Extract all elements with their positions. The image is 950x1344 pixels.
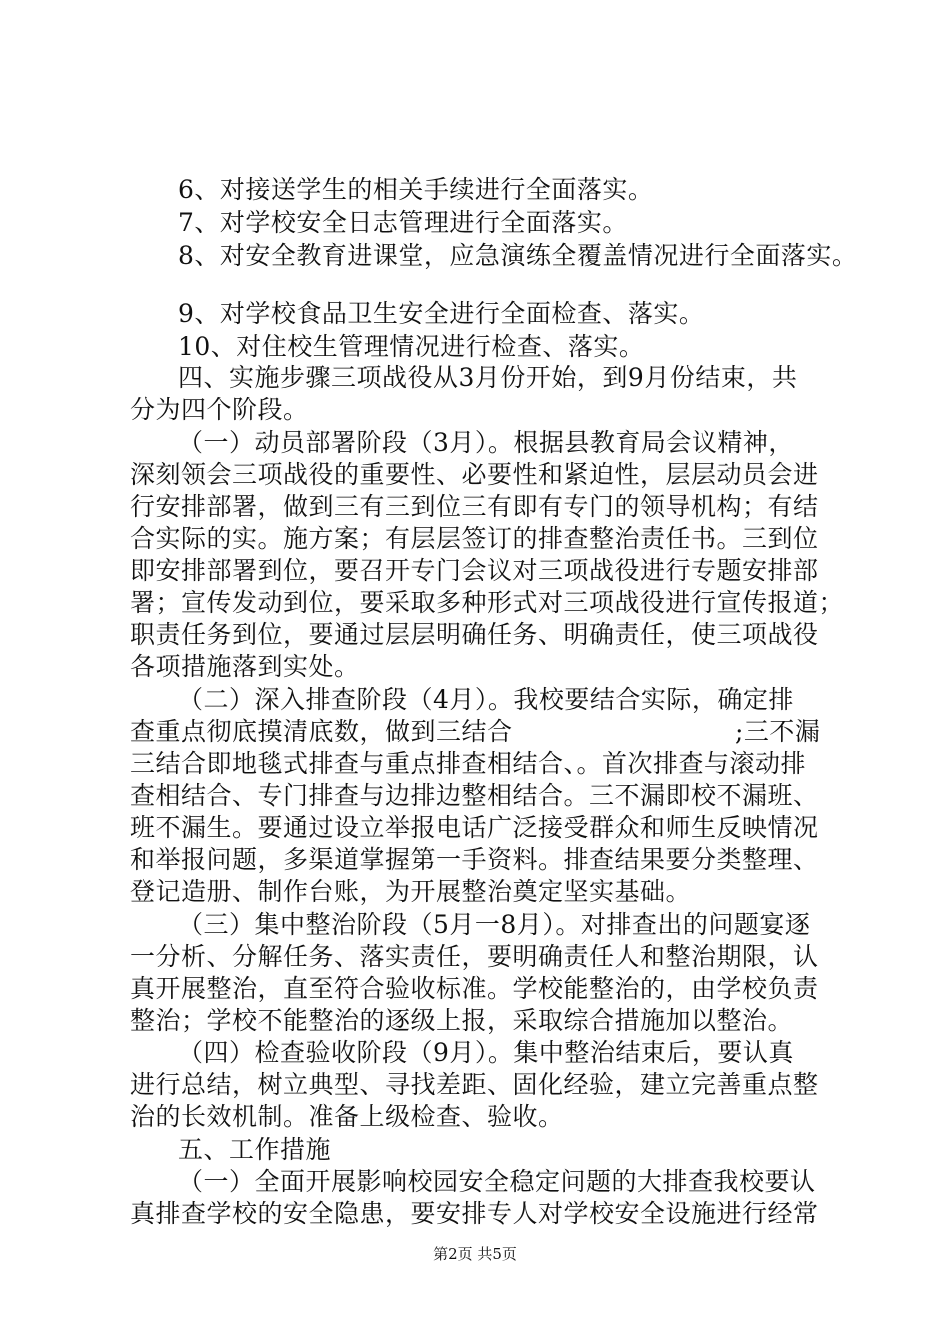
- section-heading: 五、工作措施: [178, 1135, 332, 1164]
- paragraph-line: 行安排部署，做到三有三到位三有即有专门的领导机构；有结: [130, 492, 819, 521]
- paragraph-line: 查重点彻底摸清底数，做到三结合: [130, 717, 513, 746]
- list-item: 6、对接送学生的相关手续进行全面落实。: [178, 175, 654, 204]
- paragraph-line: 分为四个阶段。: [130, 395, 309, 424]
- paragraph-line: 治的长效机制。准备上级检查、验收。: [130, 1102, 564, 1131]
- section-heading: 四、实施步骤三项战役从3月份开始，到9月份结束，共: [178, 363, 798, 392]
- list-item: 7、对学校安全日志管理进行全面落实。: [178, 208, 628, 237]
- paragraph-line: （四）检查验收阶段（9月）。集中整治结束后，要认真: [178, 1038, 794, 1067]
- paragraph-line: （三）集中整治阶段（5月一8月）。对排查出的问题宴逐: [178, 910, 811, 939]
- paragraph-line-fragment: ;三不漏: [735, 717, 821, 746]
- paragraph-line: 深刻领会三项战役的重要性、必要性和紧迫性，层层动员会进: [130, 460, 819, 489]
- page-number-footer: 第2页 共5页: [433, 1245, 517, 1263]
- paragraph-line: （一）全面开展影响校园安全稳定问题的大排查我校要认: [178, 1167, 816, 1196]
- paragraph-line: （二）深入排查阶段（4月）。我校要结合实际，确定排: [178, 685, 794, 714]
- paragraph-line: 真开展整治，直至符合验收标准。学校能整治的，由学校负责: [130, 974, 819, 1003]
- paragraph-line: 各项措施落到实处。: [130, 652, 360, 681]
- paragraph-line: 合实际的实。施方案；有层层签订的排查整治责任书。三到位: [130, 524, 819, 553]
- paragraph-line: 整治；学校不能整治的逐级上报，采取综合措施加以整治。: [130, 1006, 794, 1035]
- paragraph-line: 三结合即地毯式排查与重点排查相结合、。首次排查与滚动排: [130, 749, 807, 778]
- paragraph-line: 班不漏生。要通过设立举报电话广泛接受群众和师生反映情况: [130, 813, 819, 842]
- paragraph-line: 署；宣传发动到位，要采取多种形式对三项战役进行宣传报道；: [130, 588, 845, 617]
- paragraph-line: 即安排部署到位，要召开专门会议对三项战役进行专题安排部: [130, 556, 819, 585]
- paragraph-line: 登记造册、制作台账，为开展整治奠定坚实基础。: [130, 877, 692, 906]
- paragraph-line: 进行总结，树立典型、寻找差距、固化经验，建立完善重点整: [130, 1070, 819, 1099]
- paragraph-line: 一分析、分解任务、落实责任，要明确责任人和整治期限，认: [130, 942, 819, 971]
- list-item: 8、对安全教育进课堂，应急演练全覆盖情况进行全面落实。: [178, 241, 858, 270]
- list-item: 9、对学校食品卫生安全进行全面检查、落实。: [178, 299, 705, 328]
- paragraph-line: 和举报问题，多渠道掌握第一手资料。排查结果要分类整理、: [130, 845, 819, 874]
- paragraph-line: （一）动员部署阶段（3月）。根据县教育局会议精神，: [178, 428, 794, 457]
- paragraph-line: 查相结合、专门排查与边排边整相结合。三不漏即校不漏班、: [130, 781, 819, 810]
- list-item: 10、对住校生管理情况进行检查、落实。: [178, 332, 645, 361]
- paragraph-line: 职责任务到位，要通过层层明确任务、明确责任，使三项战役: [130, 620, 819, 649]
- paragraph-line: 真排查学校的安全隐患，要安排专人对学校安全设施进行经常: [130, 1199, 819, 1228]
